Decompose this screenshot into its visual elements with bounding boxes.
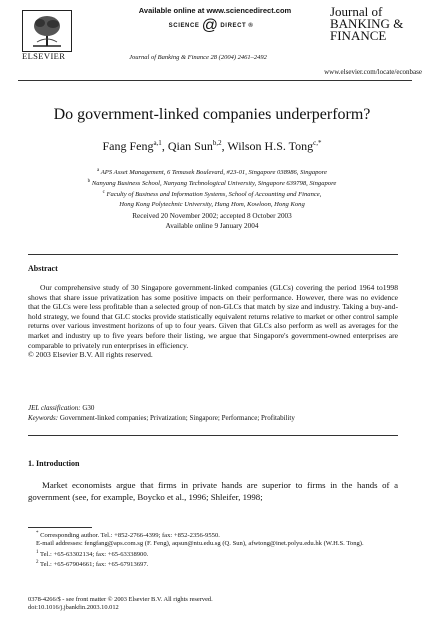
sciencedirect-at-icon: @	[201, 17, 219, 34]
author-name: Qian Sun	[167, 139, 213, 153]
journal-citation: Journal of Banking & Finance 28 (2004) 2461–2492	[129, 54, 267, 61]
footnote: * Corresponding author. Tel.: +852-2766-4399; fax: +852-2356-9550.	[36, 531, 220, 540]
publisher-name: ELSEVIER	[22, 51, 66, 61]
article-title: Do government-linked companies underperform?	[53, 106, 371, 123]
abstract-top-rule	[28, 254, 398, 255]
jel-line: JEL classification: G30	[28, 404, 95, 412]
journal-url[interactable]: www.elsevier.com/locate/econbase	[324, 68, 422, 76]
author-sup[interactable]: a,1	[153, 139, 162, 147]
journal-logo	[330, 6, 416, 42]
issn-line: 0378-4266/$ - see front matter © 2003 Elsevier B.V. All rights reserved.	[28, 596, 213, 603]
affiliations	[20, 166, 404, 209]
footnotes	[28, 530, 398, 570]
affiliation-line: $^b$ Nanyang Business School, Nanyang Technological University, Singapore 639798, Singapore	[87, 179, 337, 188]
elsevier-tree-icon	[29, 14, 65, 48]
footnote: E-mail addresses: fengfang@aps.com.sg (F. Feng), aqsun@ntu.edu.sg (Q. Sun), afwtong@inet.polyu.edu.hk (W.H.S. Tong).	[36, 540, 364, 548]
received-date: Received 20 November 2002; accepted 8 October 2003	[132, 212, 292, 220]
header-divider	[18, 80, 412, 81]
author-list: Fang Feng$^{a,1}$, Qian Sun$^{b,2}$, Wilson H.S. Tong$^{c,*}$	[102, 139, 322, 153]
elsevier-logo	[22, 10, 72, 52]
sciencedirect-right: DIRECT	[220, 23, 247, 29]
author-name: Fang Feng	[102, 139, 154, 153]
journal-logo-line3: FINANCE	[330, 28, 387, 43]
abstract-paragraph: Our comprehensive study of 30 Singapore government-linked companies (GLCs) covering the period 1964 to1998 shows that share issue privatization has some positive impacts on their performance. However, there was no evidence that the GLCs were less profitable than a selected group of non-GLCs that match by size and industry. Taking a buy-and-hold strategy, we found that GLC stocks provide statistically equivalent returns relative to market or other control sample returns over various investment horizons of up to four years. Given that GLCs also perform as well as averages for the market and industry up to five years before their listing, we argue that Singapore's government-owned enterprises are comparable to privately run enterprises in efficiency.	[28, 283, 398, 350]
abstract-bottom-rule	[28, 435, 398, 436]
author-name: Wilson H.S. Tong	[227, 139, 314, 153]
registered-mark: ®	[248, 23, 254, 29]
sciencedirect-left: SCIENCE	[168, 23, 200, 29]
online-availability: Available online at www.sciencedirect.com	[138, 6, 292, 15]
introduction-paragraph: Market economists argue that firms in private hands are superior to firms in the hands of a government (see, for example, Boycko et al., 1996; Shleifer, 1998;	[28, 480, 398, 502]
affiliation-line: $^a$ APS Asset Management, 6 Temasek Boulevard, #23-01, Singapore 038986, Singapore	[97, 168, 327, 177]
footnote: $^2$ Tel.: +65-67904661; fax: +65-67913697.	[36, 560, 149, 569]
journal-logo-line1: Journal of	[330, 4, 383, 19]
classification-block	[28, 404, 398, 423]
article-dates	[20, 212, 404, 231]
affiliation-line: $^c$ Faculty of Business and Information Systems, School of Accounting and Finance,	[102, 190, 322, 199]
journal-logo-line2: BANKING &	[330, 16, 404, 31]
available-date: Available online 9 January 2004	[165, 221, 259, 230]
footnote: $^1$ Tel.: +65-63302134; fax: +65-63338900.	[36, 549, 149, 558]
abstract-body	[28, 283, 398, 360]
abstract-heading: Abstract	[28, 264, 58, 273]
introduction-body	[28, 480, 398, 503]
publication-info	[28, 596, 398, 613]
affiliation-line: Hong Kong Polytechnic University, Hung Hom, Kowloon, Hong Kong	[119, 200, 305, 208]
keywords-line: Keywords: Government-linked companies; Privatization; Singapore; Performance; Profitability	[28, 413, 295, 422]
author-sup[interactable]: b,2	[212, 139, 222, 147]
author-sup[interactable]: c,*	[313, 139, 322, 147]
doi-line[interactable]: doi:10.1016/j.jbankfin.2003.10.012	[28, 604, 119, 612]
sciencedirect-logo	[146, 17, 276, 34]
footnote-rule	[28, 527, 92, 528]
copyright-line: © 2003 Elsevier B.V. All rights reserved.	[28, 350, 153, 360]
section-heading: 1. Introduction	[28, 459, 80, 468]
